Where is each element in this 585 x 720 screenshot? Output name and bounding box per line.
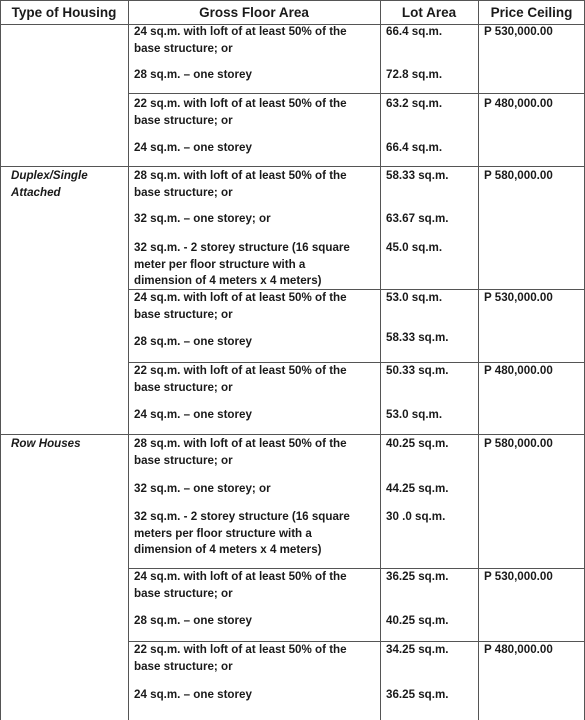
lot-area: 53.0 sq.m. (386, 408, 443, 421)
price-ceiling: P 530,000.00 (484, 291, 553, 304)
lot-area: 30 .0 sq.m. (386, 510, 446, 523)
housing-type-duplex: Duplex/Single Attached (11, 169, 88, 199)
column-divider (128, 0, 129, 720)
gross-floor-area: 28 sq.m. – one storey (134, 614, 252, 627)
lot-area: 36.25 sq.m. (386, 570, 449, 583)
header-price-ceiling: Price Ceiling (490, 4, 573, 20)
lot-area: 45.0 sq.m. (386, 241, 443, 254)
row-divider (128, 93, 585, 94)
header-gross-floor-area: Gross Floor Area (199, 4, 309, 20)
gross-floor-area: 22 sq.m. with loft of at least 50% of the base structure; or (134, 364, 347, 394)
gross-floor-area: 24 sq.m. – one storey (134, 408, 252, 421)
lot-area: 63.67 sq.m. (386, 212, 449, 225)
gross-floor-area: 32 sq.m. – one storey; or (134, 482, 271, 495)
lot-area: 44.25 sq.m. (386, 482, 449, 495)
price-ceiling: P 480,000.00 (484, 97, 553, 110)
lot-area: 40.25 sq.m. (386, 437, 449, 450)
gross-floor-area: 24 sq.m. – one storey (134, 688, 252, 701)
housing-type-row-houses: Row Houses (11, 437, 81, 450)
lot-area: 34.25 sq.m. (386, 643, 449, 656)
group-divider (0, 166, 585, 167)
gross-floor-area: 22 sq.m. with loft of at least 50% of the base structure; or (134, 643, 347, 673)
gross-floor-area: 28 sq.m. – one storey (134, 68, 252, 81)
lot-area: 50.33 sq.m. (386, 364, 449, 377)
header-lot-area: Lot Area (401, 4, 457, 20)
gross-floor-area: 28 sq.m. – one storey (134, 335, 252, 348)
price-ceiling: P 530,000.00 (484, 570, 553, 583)
gross-floor-area: 22 sq.m. with loft of at least 50% of the base structure; or (134, 97, 347, 127)
price-ceiling: P 580,000.00 (484, 169, 553, 182)
table-border-left (0, 0, 1, 720)
gross-floor-area: 24 sq.m. with loft of at least 50% of the base structure; or (134, 291, 347, 321)
lot-area: 36.25 sq.m. (386, 688, 449, 701)
header-type-of-housing: Type of Housing (11, 4, 117, 20)
lot-area: 66.4 sq.m. (386, 25, 443, 38)
lot-area: 63.2 sq.m. (386, 97, 443, 110)
table-border-top (0, 0, 585, 1)
column-divider (478, 0, 479, 720)
price-ceiling: P 480,000.00 (484, 643, 553, 656)
group-divider (0, 434, 585, 435)
gross-floor-area: 24 sq.m. with loft of at least 50% of the base structure; or (134, 25, 347, 55)
price-ceiling: P 480,000.00 (484, 364, 553, 377)
lot-area: 40.25 sq.m. (386, 614, 449, 627)
gross-floor-area: 32 sq.m. - 2 storey structure (16 square meter per floor structure with a dimension of 4 meters x 4 meters) (134, 241, 350, 287)
gross-floor-area: 28 sq.m. with loft of at least 50% of the base structure; or (134, 169, 347, 199)
price-ceiling: P 530,000.00 (484, 25, 553, 38)
lot-area: 58.33 sq.m. (386, 169, 449, 182)
gross-floor-area: 24 sq.m. – one storey (134, 141, 252, 154)
lot-area: 58.33 sq.m. (386, 331, 449, 344)
lot-area: 53.0 sq.m. (386, 291, 443, 304)
price-ceiling: P 580,000.00 (484, 437, 553, 450)
gross-floor-area: 24 sq.m. with loft of at least 50% of the base structure; or (134, 570, 347, 600)
lot-area: 72.8 sq.m. (386, 68, 443, 81)
gross-floor-area: 28 sq.m. with loft of at least 50% of the base structure; or (134, 437, 347, 467)
lot-area: 66.4 sq.m. (386, 141, 443, 154)
column-divider (380, 0, 381, 720)
gross-floor-area: 32 sq.m. - 2 storey structure (16 square meters per floor structure with a dimension of 4 meters x 4 meters) (134, 510, 350, 556)
gross-floor-area: 32 sq.m. – one storey; or (134, 212, 271, 225)
